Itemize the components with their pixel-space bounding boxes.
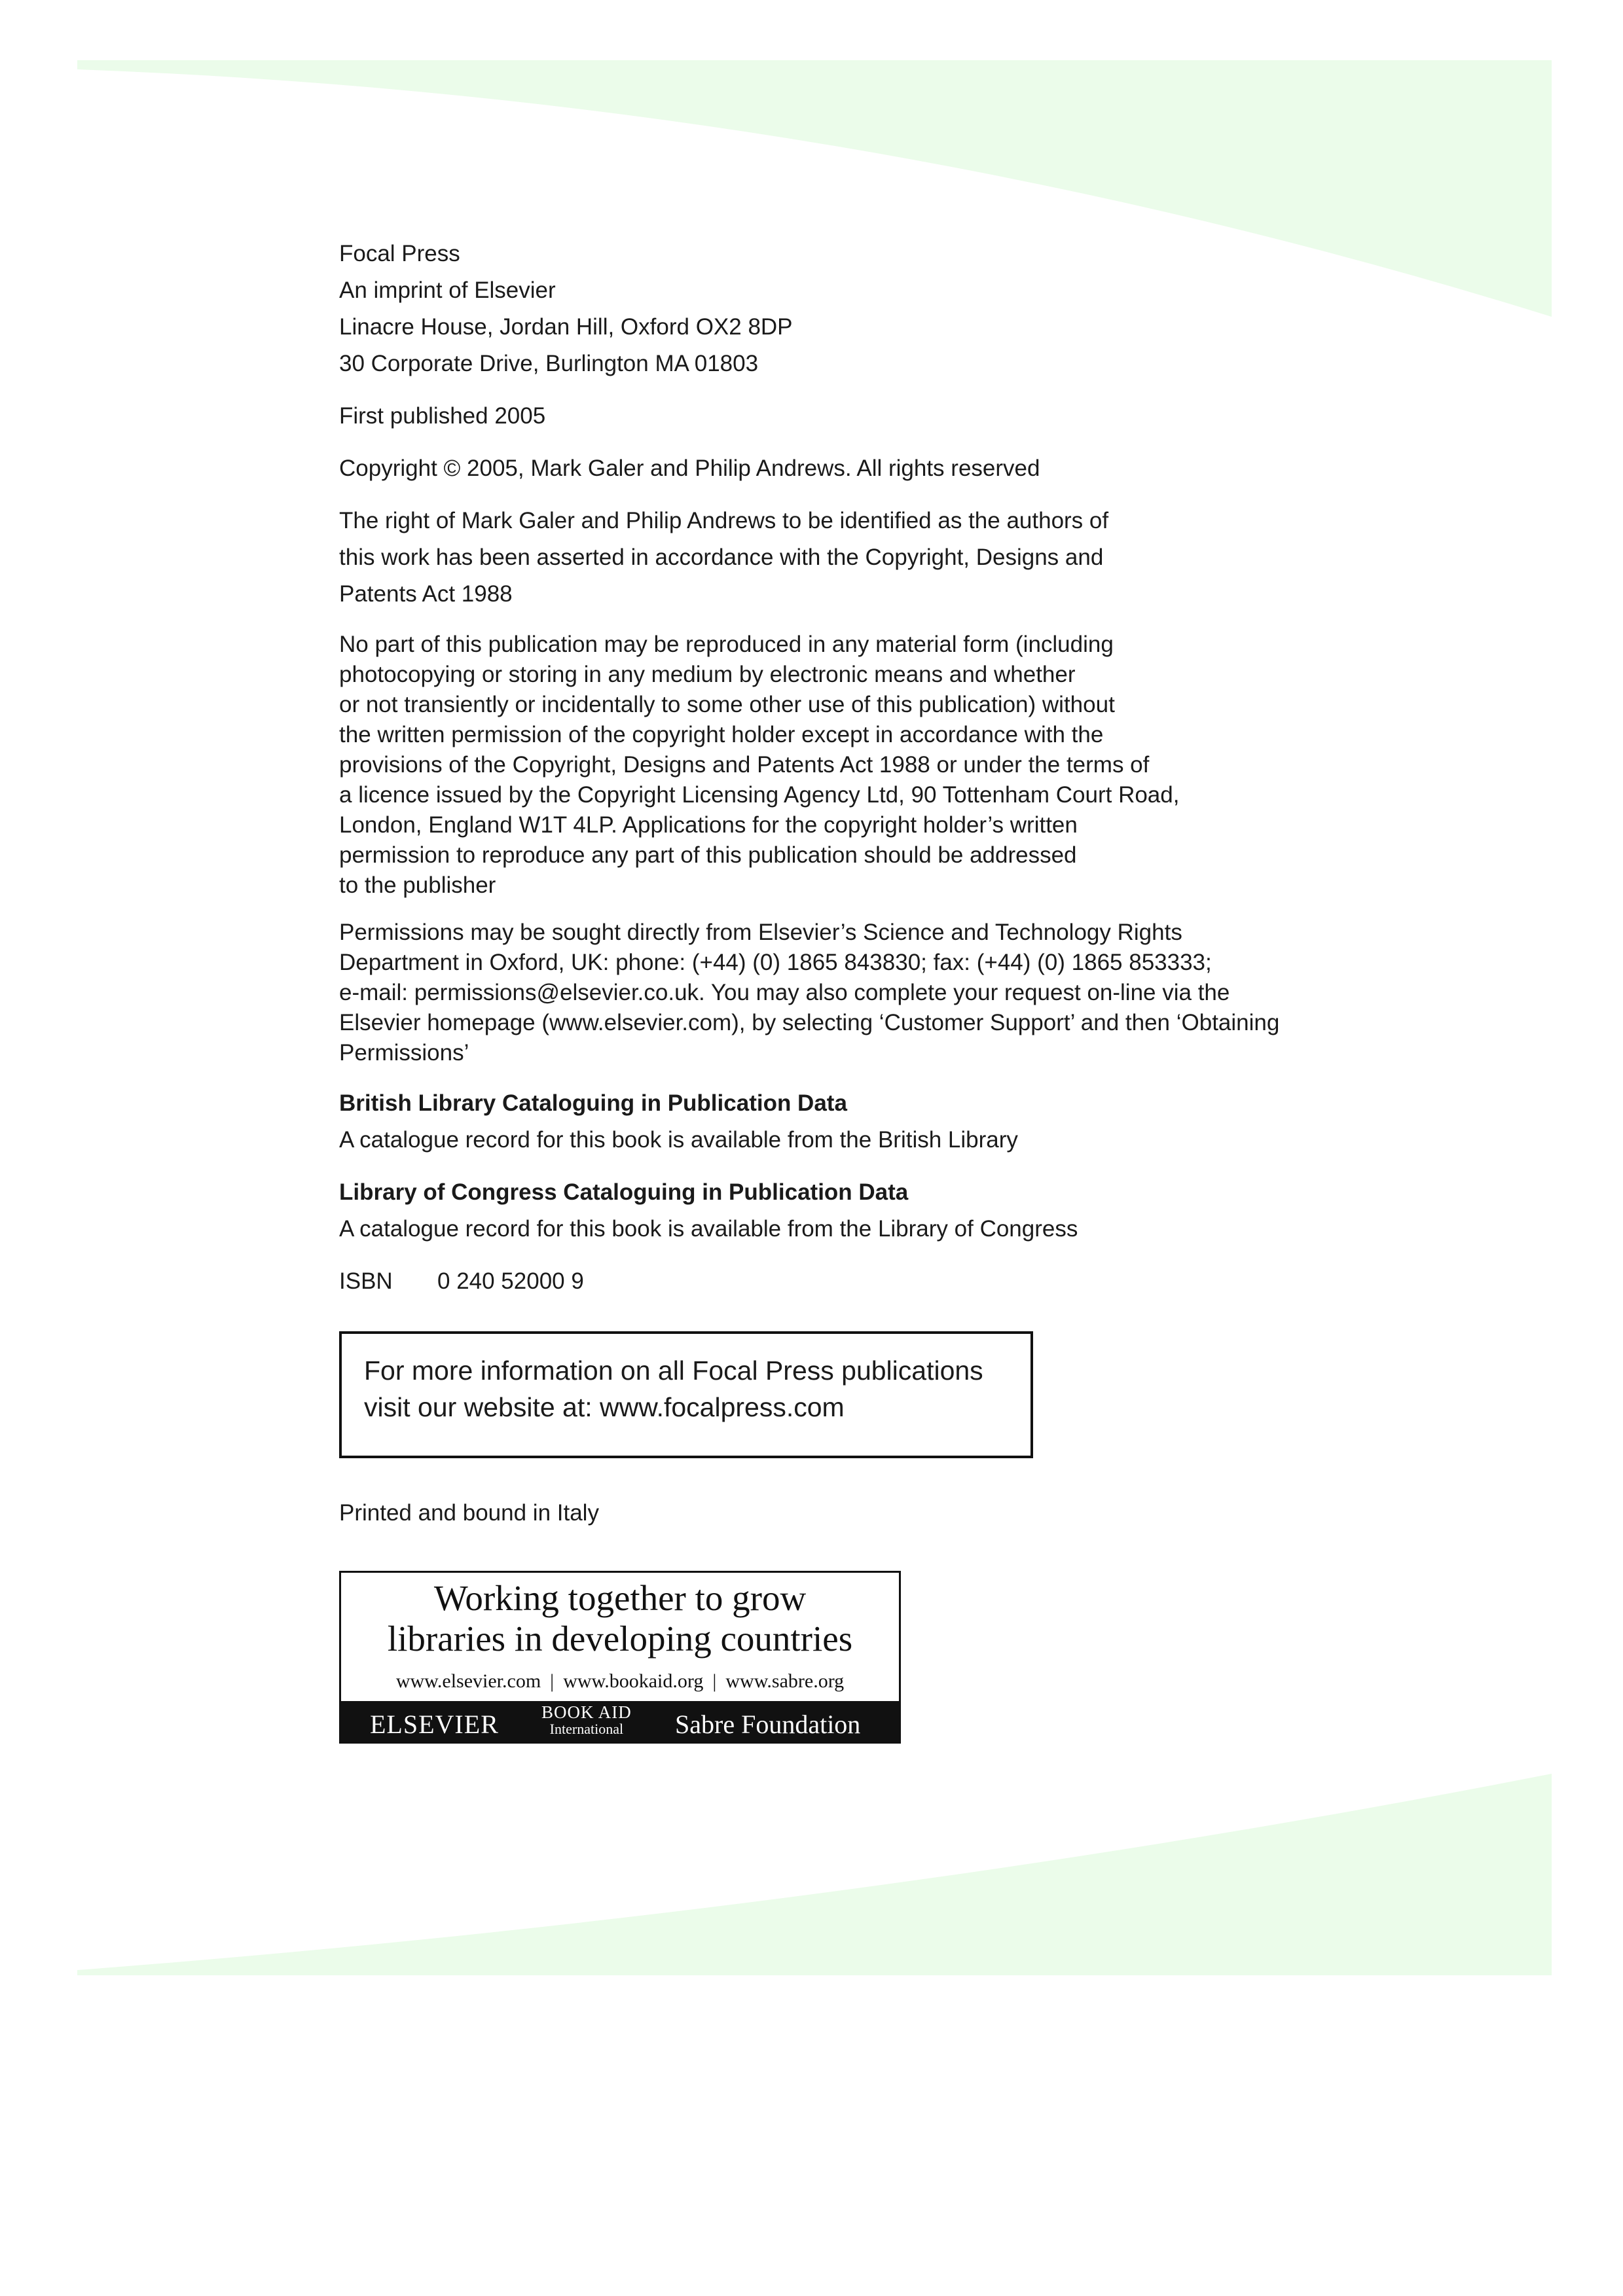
paragraph-line: The right of Mark Galer and Philip Andrews to be identified as the authors of bbox=[339, 508, 1109, 533]
isbn-value: 0 240 52000 9 bbox=[437, 1268, 584, 1294]
paragraph-line: Department in Oxford, UK: phone: (+44) (0) 1865 843830; fax: (+44) (0) 1865 853333; bbox=[339, 950, 1212, 975]
permissions-paragraph bbox=[339, 918, 1387, 1068]
bookaid-link[interactable]: www.bookaid.org bbox=[563, 1670, 704, 1692]
paragraph-line: this work has been asserted in accordance with the Copyright, Designs and bbox=[339, 545, 1104, 570]
paragraph-line: photocopying or storing in any medium by electronic means and whether bbox=[339, 662, 1076, 687]
libraries-partnership-banner bbox=[339, 1571, 901, 1744]
british-library-text: A catalogue record for this book is available from the British Library bbox=[339, 1127, 1018, 1153]
paragraph-line: Permissions’ bbox=[339, 1040, 469, 1066]
bookaid-logo bbox=[541, 1704, 632, 1738]
elsevier-logo: ELSEVIER bbox=[370, 1710, 499, 1739]
banner-title-line: libraries in developing countries bbox=[387, 1619, 853, 1659]
isbn-label: ISBN bbox=[339, 1268, 393, 1294]
library-of-congress-heading: Library of Congress Cataloguing in Publication Data bbox=[339, 1179, 909, 1205]
bookaid-logo-line: BOOK AID bbox=[541, 1702, 632, 1722]
publisher-address-uk: Linacre House, Jordan Hill, Oxford OX2 8DP bbox=[339, 314, 793, 340]
paragraph-line: a licence issued by the Copyright Licensing Agency Ltd, 90 Tottenham Court Road, bbox=[339, 782, 1180, 808]
paragraph-line: Patents Act 1988 bbox=[339, 581, 513, 607]
sabre-link[interactable]: www.sabre.org bbox=[725, 1670, 845, 1692]
paragraph-line: e-mail: permissions@elsevier.co.uk. You may also complete your request on-line via the bbox=[339, 980, 1230, 1005]
library-of-congress-text: A catalogue record for this book is available from the Library of Congress bbox=[339, 1216, 1078, 1242]
banner-links bbox=[341, 1668, 899, 1695]
elsevier-link[interactable]: www.elsevier.com bbox=[395, 1670, 541, 1692]
sabre-foundation-logo: Sabre Foundation bbox=[675, 1710, 861, 1739]
bottom-wave-shape bbox=[77, 1774, 1552, 1975]
paragraph-line: permission to reproduce any part of this publication should be addressed bbox=[339, 842, 1077, 868]
publisher-name: Focal Press bbox=[339, 241, 460, 266]
british-library-heading: British Library Cataloguing in Publication Data bbox=[339, 1090, 847, 1116]
moral-rights-paragraph bbox=[339, 503, 1387, 613]
banner-title bbox=[341, 1578, 899, 1659]
link-separator: | bbox=[550, 1670, 555, 1692]
paragraph-line: the written permission of the copyright holder except in accordance with the bbox=[339, 722, 1104, 747]
paragraph-line: Elsevier homepage (www.elsevier.com), by selecting ‘Customer Support’ and then ‘Obtaining bbox=[339, 1010, 1280, 1035]
info-box-line: For more information on all Focal Press publications bbox=[364, 1355, 983, 1386]
publisher-block bbox=[339, 236, 1387, 382]
publisher-imprint: An imprint of Elsevier bbox=[339, 278, 556, 303]
reproduction-notice-paragraph bbox=[339, 630, 1387, 901]
paragraph-line: or not transiently or incidentally to some other use of this publication) without bbox=[339, 692, 1115, 717]
banner-title-line: Working together to grow bbox=[433, 1578, 807, 1618]
focal-press-info-box bbox=[339, 1331, 1033, 1458]
first-published: First published 2005 bbox=[339, 403, 546, 429]
publisher-address-us: 30 Corporate Drive, Burlington MA 01803 bbox=[339, 351, 759, 376]
paragraph-line: to the publisher bbox=[339, 872, 496, 898]
paragraph-line: No part of this publication may be reproduced in any material form (including bbox=[339, 632, 1114, 657]
copyright-page-body bbox=[339, 236, 1387, 1300]
printed-in: Printed and bound in Italy bbox=[339, 1500, 599, 1526]
isbn-line bbox=[339, 1263, 1387, 1300]
info-box-line: visit our website at: www.focalpress.com bbox=[364, 1392, 845, 1422]
banner-logo-bar bbox=[341, 1701, 899, 1742]
bookaid-logo-line: International bbox=[549, 1721, 624, 1737]
link-separator: | bbox=[712, 1670, 717, 1692]
paragraph-line: provisions of the Copyright, Designs and Patents Act 1988 or under the terms of bbox=[339, 752, 1150, 778]
paragraph-line: Permissions may be sought directly from Elsevier’s Science and Technology Rights bbox=[339, 920, 1182, 945]
paragraph-line: London, England W1T 4LP. Applications for the copyright holder’s written bbox=[339, 812, 1078, 838]
copyright-notice: Copyright © 2005, Mark Galer and Philip Andrews. All rights reserved bbox=[339, 456, 1040, 481]
